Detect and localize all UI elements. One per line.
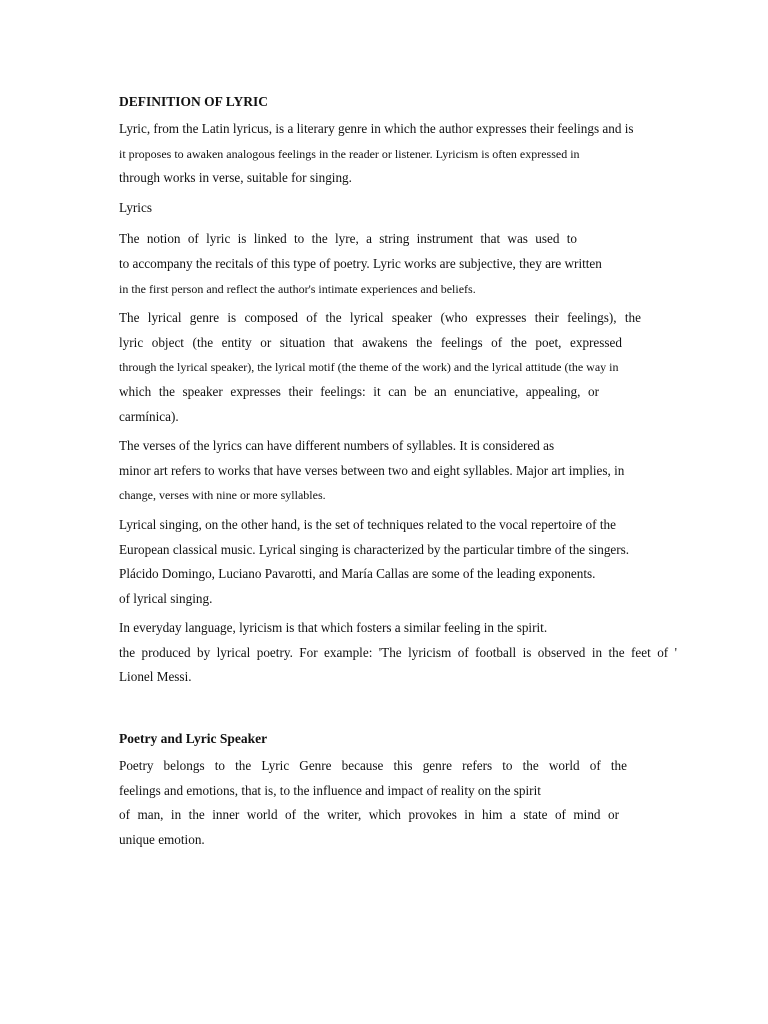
text-line: Lyrical singing, on the other hand, is the set of techniques related to the vocal repertoire of the xyxy=(119,516,616,532)
text-line: European classical music. Lyrical singing is characterized by the particular timbre of the singers. xyxy=(119,541,630,557)
text-line: of man, in the inner world of the writer, which provokes in him a state of mind or xyxy=(119,807,619,823)
text-line: unique emotion. xyxy=(119,831,205,847)
text-line: feelings and emotions, that is, to the influence and impact of reality on the spirit xyxy=(119,782,541,798)
section-heading-definition: DEFINITION OF LYRIC xyxy=(119,94,269,109)
text-line: which the speaker expresses their feelings: it can be an enunciative, appealing, or xyxy=(119,383,599,399)
text-line: Poetry belongs to the Lyric Genre because this genre refers to the world of the xyxy=(119,758,627,774)
text-line: the produced by lyrical poetry. For example: 'The lyricism of football is observed in the feet of ' xyxy=(119,644,677,660)
text-line: through the lyrical speaker), the lyrical motif (the theme of the work) and the lyrical attitude (the way in xyxy=(119,360,619,375)
text-line: The lyrical genre is composed of the lyrical speaker (who expresses their feelings), the xyxy=(119,310,641,326)
paragraph-intro xyxy=(119,117,679,191)
text-line: to accompany the recitals of this type of poetry. Lyric works are subjective, they are written xyxy=(119,255,602,271)
lyrics-label: Lyrics xyxy=(119,199,152,215)
text-line: Lionel Messi. xyxy=(119,669,192,685)
text-line: Plácido Domingo, Luciano Pavarotti, and María Callas are some of the leading exponents. xyxy=(119,566,596,582)
text-line: in the first person and reflect the author's intimate experiences and beliefs. xyxy=(119,281,476,296)
text-line: The verses of the lyrics can have different numbers of syllables. It is considered as xyxy=(119,438,555,454)
text-line: minor art refers to works that have verses between two and eight syllables. Major art implies, in xyxy=(119,462,625,478)
text-line: lyric object (the entity or situation that awakens the feelings of the poet, expressed xyxy=(119,334,622,350)
text-line: change, verses with nine or more syllables. xyxy=(119,488,326,503)
paragraph-poetry xyxy=(119,754,679,852)
text-line: carmínica). xyxy=(119,408,179,424)
text-line: of lyrical singing. xyxy=(119,590,213,606)
section-spacer xyxy=(119,695,679,727)
text-line: through works in verse, suitable for singing. xyxy=(119,170,352,186)
text-line: In everyday language, lyricism is that which fosters a similar feeling in the spirit. xyxy=(119,620,548,636)
paragraph-everyday xyxy=(119,616,679,690)
section-heading-poetry: Poetry and Lyric Speaker xyxy=(119,731,268,747)
text-line: Lyric, from the Latin lyricus, is a literary genre in which the author expresses their feelings and is xyxy=(119,121,634,136)
paragraph-singing xyxy=(119,513,679,611)
text-line: it proposes to awaken analogous feelings in the reader or listener. Lyricism is often expressed in xyxy=(119,146,580,161)
document-page xyxy=(119,90,679,857)
text-line: The notion of lyric is linked to the lyre, a string instrument that was used to xyxy=(119,231,577,247)
paragraph-lyre xyxy=(119,227,679,301)
paragraph-verses xyxy=(119,434,679,508)
paragraph-genre xyxy=(119,306,679,429)
